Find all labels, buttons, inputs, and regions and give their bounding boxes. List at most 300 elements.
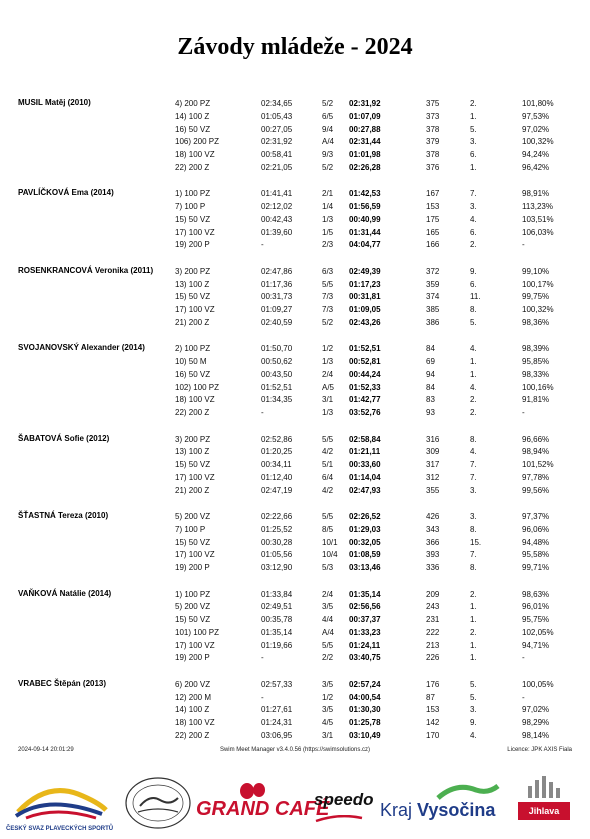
result-place: 8. — [470, 305, 477, 315]
sponsor-logos — [0, 772, 590, 832]
result-event: 15) 50 VZ — [175, 537, 211, 547]
result-entry-time: 01:19,66 — [261, 640, 293, 650]
result-place: 3. — [470, 512, 477, 522]
result-percentage: 96,06% — [522, 524, 550, 534]
result-heat-lane: 2/2 — [322, 653, 334, 663]
result-event: 21) 200 Z — [175, 317, 210, 327]
result-final-time: 01:33,23 — [349, 627, 381, 637]
result-final-time: 02:43,26 — [349, 317, 381, 327]
result-row — [0, 369, 590, 382]
result-event: 15) 50 VZ — [175, 292, 211, 302]
result-entry-time: 02:52,86 — [261, 434, 293, 444]
result-event: 1) 100 PZ — [175, 189, 211, 199]
result-event: 102) 100 PZ — [175, 382, 220, 392]
result-event: 16) 50 VZ — [175, 124, 211, 134]
result-entry-time: 01:52,51 — [261, 382, 293, 392]
result-heat-lane: 9/4 — [322, 124, 334, 134]
result-points: 213 — [426, 640, 440, 650]
result-heat-lane: 5/3 — [322, 563, 334, 573]
result-place: 4. — [470, 344, 477, 354]
result-percentage: 100,05% — [522, 679, 554, 689]
result-heat-lane: 5/5 — [322, 640, 334, 650]
result-event: 3) 200 PZ — [175, 434, 211, 444]
result-final-time: 01:35,14 — [349, 589, 381, 599]
result-heat-lane: 7/3 — [322, 305, 334, 315]
result-entry-time: 02:49,51 — [261, 602, 293, 612]
result-event: 6) 200 VZ — [175, 679, 211, 689]
result-percentage: 102,05% — [522, 627, 554, 637]
result-row — [0, 446, 590, 459]
swimmer-block — [0, 589, 590, 666]
grand-cafe-label: GRAND CAFÉ — [196, 798, 330, 820]
result-percentage: 101,52% — [522, 460, 554, 470]
result-heat-lane: 3/1 — [322, 730, 334, 740]
result-heat-lane: 4/5 — [322, 718, 334, 728]
result-percentage: 97,78% — [522, 472, 550, 482]
result-heat-lane: 6/5 — [322, 111, 334, 121]
result-heat-lane: 1/5 — [322, 227, 334, 237]
result-percentage: 95,85% — [522, 357, 550, 367]
swimmer-name: VRABEC Štěpán (2013) — [18, 678, 107, 688]
result-final-time: 01:29,03 — [349, 524, 381, 534]
result-entry-time: 00:27,05 — [261, 124, 293, 134]
result-percentage: 98,29% — [522, 718, 550, 728]
result-heat-lane: A/4 — [322, 137, 335, 147]
result-row — [0, 214, 590, 227]
result-heat-lane: 1/3 — [322, 357, 334, 367]
result-event: 18) 100 VZ — [175, 150, 215, 160]
result-place: 4. — [470, 382, 477, 392]
vysocina-label: Vysočina — [417, 800, 496, 820]
result-points: 175 — [426, 214, 440, 224]
swimmer-name: ŠŤASTNÁ Tereza (2010) — [18, 511, 109, 521]
result-final-time: 01:14,04 — [349, 472, 381, 482]
result-event: 101) 100 PZ — [175, 627, 220, 637]
result-heat-lane: 8/5 — [322, 524, 334, 534]
result-event: 21) 200 Z — [175, 485, 210, 495]
vysocina-hills-icon — [436, 782, 500, 800]
result-place: 1. — [470, 602, 477, 612]
result-points: 355 — [426, 485, 440, 495]
result-place: 8. — [470, 524, 477, 534]
result-place: 2. — [470, 99, 477, 108]
result-percentage: 97,02% — [522, 705, 550, 715]
page-title: Závody mládeže - 2024 — [177, 34, 413, 60]
result-points: 166 — [426, 240, 440, 250]
result-heat-lane: 2/4 — [322, 589, 334, 599]
result-points: 209 — [426, 589, 440, 599]
result-entry-time: - — [261, 653, 264, 663]
swimmer-name: VAŇKOVÁ Natálie (2014) — [18, 588, 112, 598]
result-final-time: 04:04,77 — [349, 240, 381, 250]
result-heat-lane: 3/5 — [322, 602, 334, 612]
result-heat-lane: 5/2 — [322, 317, 334, 327]
result-final-time: 01:07,09 — [349, 111, 381, 121]
result-place: 1. — [470, 357, 477, 367]
result-points: 366 — [426, 537, 440, 547]
kraj-vysocina-logo — [380, 782, 504, 828]
result-percentage: 99,10% — [522, 266, 550, 276]
result-points: 153 — [426, 202, 440, 212]
result-percentage: 96,66% — [522, 434, 550, 444]
kraj-label: Kraj — [380, 800, 413, 820]
result-event: 1) 100 PZ — [175, 589, 211, 599]
result-place: 7. — [470, 189, 477, 199]
result-percentage: 99,71% — [522, 563, 550, 573]
result-entry-time: 00:30,28 — [261, 537, 293, 547]
club-seal-icon — [124, 776, 192, 830]
result-event: 22) 200 Z — [175, 408, 210, 418]
result-event: 14) 100 Z — [175, 111, 210, 121]
result-percentage: 97,02% — [522, 124, 550, 134]
swimmer-block — [0, 188, 590, 252]
result-entry-time: - — [261, 240, 264, 250]
result-heat-lane: 1/3 — [322, 408, 334, 418]
result-row — [0, 434, 590, 447]
result-place: 9. — [470, 718, 477, 728]
result-row — [0, 459, 590, 472]
result-heat-lane: 10/1 — [322, 537, 338, 547]
result-final-time: 03:10,49 — [349, 730, 381, 740]
result-row — [0, 717, 590, 730]
result-event: 17) 100 VZ — [175, 305, 215, 315]
result-row — [0, 136, 590, 149]
result-heat-lane: 3/5 — [322, 679, 334, 689]
swimmer-name: PAVLÍČKOVÁ Ema (2014) — [18, 188, 114, 198]
result-final-time: 02:26,52 — [349, 512, 381, 522]
result-event: 15) 50 VZ — [175, 214, 211, 224]
result-heat-lane: 1/3 — [322, 214, 334, 224]
result-final-time: 02:56,56 — [349, 602, 381, 612]
result-entry-time: - — [261, 408, 264, 418]
result-entry-time: 00:42,43 — [261, 214, 293, 224]
result-final-time: 00:27,88 — [349, 124, 381, 134]
result-place: 2. — [470, 589, 477, 599]
result-place: 1. — [470, 640, 477, 650]
result-heat-lane: 1/4 — [322, 202, 334, 212]
result-row — [0, 485, 590, 498]
result-final-time: 00:33,60 — [349, 460, 381, 470]
result-event: 12) 200 M — [175, 692, 212, 702]
result-entry-time: 01:17,36 — [261, 279, 293, 289]
result-entry-time: 01:35,14 — [261, 627, 293, 637]
result-final-time: 01:21,11 — [349, 447, 381, 457]
result-points: 376 — [426, 162, 440, 172]
result-final-time: 03:52,76 — [349, 408, 381, 418]
result-row — [0, 472, 590, 485]
result-final-time: 00:32,05 — [349, 537, 381, 547]
result-row — [0, 382, 590, 395]
result-percentage: 98,36% — [522, 317, 550, 327]
result-entry-time: 02:47,86 — [261, 266, 293, 276]
result-final-time: 02:31,92 — [349, 99, 381, 108]
footer-datetime: 2024-09-14 20:01:29 — [18, 747, 74, 753]
result-entry-time: 00:31,73 — [261, 292, 293, 302]
result-entry-time: 01:12,40 — [261, 472, 293, 482]
result-entry-time: 01:05,43 — [261, 111, 293, 121]
page-footer — [0, 744, 590, 756]
result-points: 426 — [426, 512, 440, 522]
result-points: 309 — [426, 447, 440, 457]
result-row — [0, 537, 590, 550]
result-place: 5. — [470, 692, 477, 702]
result-final-time: 00:40,99 — [349, 214, 381, 224]
result-final-time: 02:26,28 — [349, 162, 381, 172]
result-row — [0, 111, 590, 124]
result-percentage: 94,48% — [522, 537, 550, 547]
result-entry-time: 01:33,84 — [261, 589, 293, 599]
result-final-time: 04:00,54 — [349, 692, 381, 702]
result-heat-lane: 7/3 — [322, 292, 334, 302]
result-heat-lane: 2/4 — [322, 369, 334, 379]
jihlava-label: Jihlava — [518, 802, 570, 820]
result-event: 19) 200 P — [175, 240, 210, 250]
result-event: 17) 100 VZ — [175, 472, 215, 482]
result-final-time: 01:56,59 — [349, 202, 381, 212]
result-event: 18) 100 VZ — [175, 395, 215, 405]
result-row — [0, 704, 590, 717]
result-row — [0, 614, 590, 627]
result-percentage: 98,14% — [522, 730, 550, 740]
result-place: 4. — [470, 730, 477, 740]
result-points: 243 — [426, 602, 440, 612]
result-final-time: 01:52,33 — [349, 382, 381, 392]
result-entry-time: 02:12,02 — [261, 202, 293, 212]
grand-cafe-logo — [196, 782, 330, 830]
result-final-time: 01:17,23 — [349, 279, 381, 289]
result-points: 222 — [426, 627, 440, 637]
result-row — [0, 201, 590, 214]
result-percentage: 91,81% — [522, 395, 550, 405]
result-event: 16) 50 VZ — [175, 369, 211, 379]
result-row — [0, 149, 590, 162]
result-final-time: 01:30,30 — [349, 705, 381, 715]
result-place: 5. — [470, 124, 477, 134]
swimmer-block — [0, 679, 590, 743]
result-place: 7. — [470, 550, 477, 560]
result-place: 2. — [470, 240, 477, 250]
result-entry-time: 02:47,19 — [261, 485, 293, 495]
result-percentage: 99,56% — [522, 485, 550, 495]
result-percentage: 101,80% — [522, 99, 554, 108]
result-row — [0, 279, 590, 292]
result-final-time: 02:49,39 — [349, 266, 381, 276]
result-place: 5. — [470, 317, 477, 327]
result-points: 373 — [426, 111, 440, 121]
result-final-time: 00:37,37 — [349, 615, 381, 625]
result-points: 87 — [426, 692, 435, 702]
result-points: 84 — [426, 344, 435, 354]
result-heat-lane: 2/3 — [322, 240, 334, 250]
result-percentage: 96,01% — [522, 602, 550, 612]
result-event: 5) 200 VZ — [175, 512, 211, 522]
result-points: 379 — [426, 137, 440, 147]
result-points: 375 — [426, 99, 440, 108]
result-event: 10) 50 M — [175, 357, 207, 367]
result-event: 19) 200 P — [175, 653, 210, 663]
result-row — [0, 627, 590, 640]
result-percentage: 100,32% — [522, 305, 554, 315]
result-place: 1. — [470, 369, 477, 379]
result-heat-lane: 9/3 — [322, 150, 334, 160]
result-place: 9. — [470, 266, 477, 276]
result-row — [0, 692, 590, 705]
swimmer-block — [0, 434, 590, 498]
result-event: 17) 100 VZ — [175, 227, 215, 237]
csps-logo — [6, 780, 118, 830]
jihlava-logo — [518, 776, 570, 828]
result-row — [0, 394, 590, 407]
result-final-time: 01:31,44 — [349, 227, 381, 237]
result-points: 83 — [426, 395, 435, 405]
result-heat-lane: 10/4 — [322, 550, 338, 560]
result-event: 5) 200 VZ — [175, 602, 211, 612]
result-heat-lane: 2/1 — [322, 189, 334, 199]
result-entry-time: 00:34,11 — [261, 460, 292, 470]
result-heat-lane: 5/5 — [322, 279, 334, 289]
result-entry-time: 01:09,27 — [261, 305, 293, 315]
result-place: 6. — [470, 150, 477, 160]
result-place: 8. — [470, 563, 477, 573]
swimmer-block — [0, 343, 590, 420]
result-event: 4) 200 PZ — [175, 99, 211, 108]
result-place: 11. — [470, 292, 481, 302]
result-percentage: 103,51% — [522, 214, 554, 224]
result-percentage: 100,32% — [522, 137, 554, 147]
result-percentage: 98,39% — [522, 344, 550, 354]
result-entry-time: 01:20,25 — [261, 447, 293, 457]
result-place: 3. — [470, 137, 477, 147]
result-place: 3. — [470, 485, 477, 495]
result-entry-time: 02:40,59 — [261, 317, 293, 327]
result-percentage: - — [522, 653, 525, 663]
result-place: 8. — [470, 434, 477, 444]
result-row — [0, 562, 590, 575]
result-place: 6. — [470, 279, 477, 289]
result-event: 17) 100 VZ — [175, 550, 215, 560]
result-points: 84 — [426, 382, 435, 392]
swimmer-name: ŠABATOVÁ Sofie (2012) — [18, 433, 110, 443]
result-final-time: 01:09,05 — [349, 305, 381, 315]
result-heat-lane: 3/1 — [322, 395, 334, 405]
result-percentage: 98,33% — [522, 369, 550, 379]
result-row — [0, 511, 590, 524]
result-final-time: 00:31,81 — [349, 292, 381, 302]
result-points: 165 — [426, 227, 440, 237]
result-percentage: 98,91% — [522, 189, 550, 199]
result-final-time: 01:25,78 — [349, 718, 381, 728]
result-percentage: 95,75% — [522, 615, 550, 625]
result-final-time: 03:40,75 — [349, 653, 381, 663]
result-points: 336 — [426, 563, 440, 573]
result-place: 1. — [470, 162, 477, 172]
result-entry-time: 01:27,61 — [261, 705, 293, 715]
result-row — [0, 589, 590, 602]
result-final-time: 02:31,44 — [349, 137, 381, 147]
result-heat-lane: 5/1 — [322, 460, 334, 470]
club-seal-logo — [124, 776, 192, 830]
result-heat-lane: A/5 — [322, 382, 335, 392]
result-points: 142 — [426, 718, 440, 728]
result-event: 15) 50 VZ — [175, 615, 211, 625]
speedo-boomerang-icon — [314, 815, 364, 823]
result-entry-time: 01:34,35 — [261, 395, 293, 405]
csps-label: ČESKÝ SVAZ PLAVECKÝCH SPORTŮ — [6, 826, 114, 832]
result-percentage: 94,71% — [522, 640, 550, 650]
result-row — [0, 239, 590, 252]
result-points: 359 — [426, 279, 440, 289]
result-heat-lane: 5/2 — [322, 99, 334, 108]
result-heat-lane: 4/4 — [322, 615, 334, 625]
result-row — [0, 304, 590, 317]
result-points: 94 — [426, 369, 435, 379]
result-entry-time: 02:31,92 — [261, 137, 293, 147]
result-place: 4. — [470, 214, 477, 224]
result-percentage: 98,63% — [522, 589, 550, 599]
result-event: 2) 100 PZ — [175, 344, 211, 354]
result-event: 14) 100 Z — [175, 705, 210, 715]
result-entry-time: 03:12,90 — [261, 563, 293, 573]
result-heat-lane: 5/5 — [322, 434, 334, 444]
result-points: 69 — [426, 357, 435, 367]
result-entry-time: 01:25,52 — [261, 524, 293, 534]
result-event: 7) 100 P — [175, 202, 206, 212]
result-points: 378 — [426, 124, 440, 134]
result-points: 167 — [426, 189, 440, 199]
swimmer-name: MUSIL Matěj (2010) — [18, 98, 91, 107]
speedo-logo — [314, 790, 376, 820]
result-entry-time: 02:57,33 — [261, 679, 293, 689]
csps-swimmer-icon — [6, 780, 118, 820]
result-row — [0, 679, 590, 692]
result-place: 4. — [470, 447, 477, 457]
result-percentage: 97,37% — [522, 512, 550, 522]
result-event: 17) 100 VZ — [175, 640, 215, 650]
result-entry-time: 02:34,65 — [261, 99, 293, 108]
result-place: 6. — [470, 227, 477, 237]
swimmer-block — [0, 511, 590, 575]
result-entry-time: 00:35,78 — [261, 615, 293, 625]
result-final-time: 00:52,81 — [349, 357, 381, 367]
result-row — [0, 524, 590, 537]
result-points: 385 — [426, 305, 440, 315]
result-place: 1. — [470, 111, 477, 121]
result-points: 176 — [426, 679, 440, 689]
result-entry-time: 00:43,50 — [261, 369, 293, 379]
result-row — [0, 162, 590, 175]
result-heat-lane: 4/2 — [322, 485, 334, 495]
result-percentage: 100,17% — [522, 279, 554, 289]
result-entry-time: 01:24,31 — [261, 718, 293, 728]
result-place: 1. — [470, 615, 477, 625]
result-final-time: 01:24,11 — [349, 640, 381, 650]
result-percentage: 94,24% — [522, 150, 550, 160]
result-row — [0, 640, 590, 653]
result-event: 22) 200 Z — [175, 162, 210, 172]
result-place: 7. — [470, 472, 477, 482]
result-percentage: 96,42% — [522, 162, 550, 172]
result-final-time: 01:52,51 — [349, 344, 381, 354]
result-entry-time: 02:22,66 — [261, 512, 293, 522]
swimmer-name: SVOJANOVSKÝ Alexander (2014) — [18, 343, 145, 353]
result-row — [0, 124, 590, 137]
result-final-time: 02:47,93 — [349, 485, 381, 495]
result-row — [0, 549, 590, 562]
result-points: 153 — [426, 705, 440, 715]
result-entry-time: 03:06,95 — [261, 730, 293, 740]
result-points: 226 — [426, 653, 440, 663]
result-points: 317 — [426, 460, 440, 470]
